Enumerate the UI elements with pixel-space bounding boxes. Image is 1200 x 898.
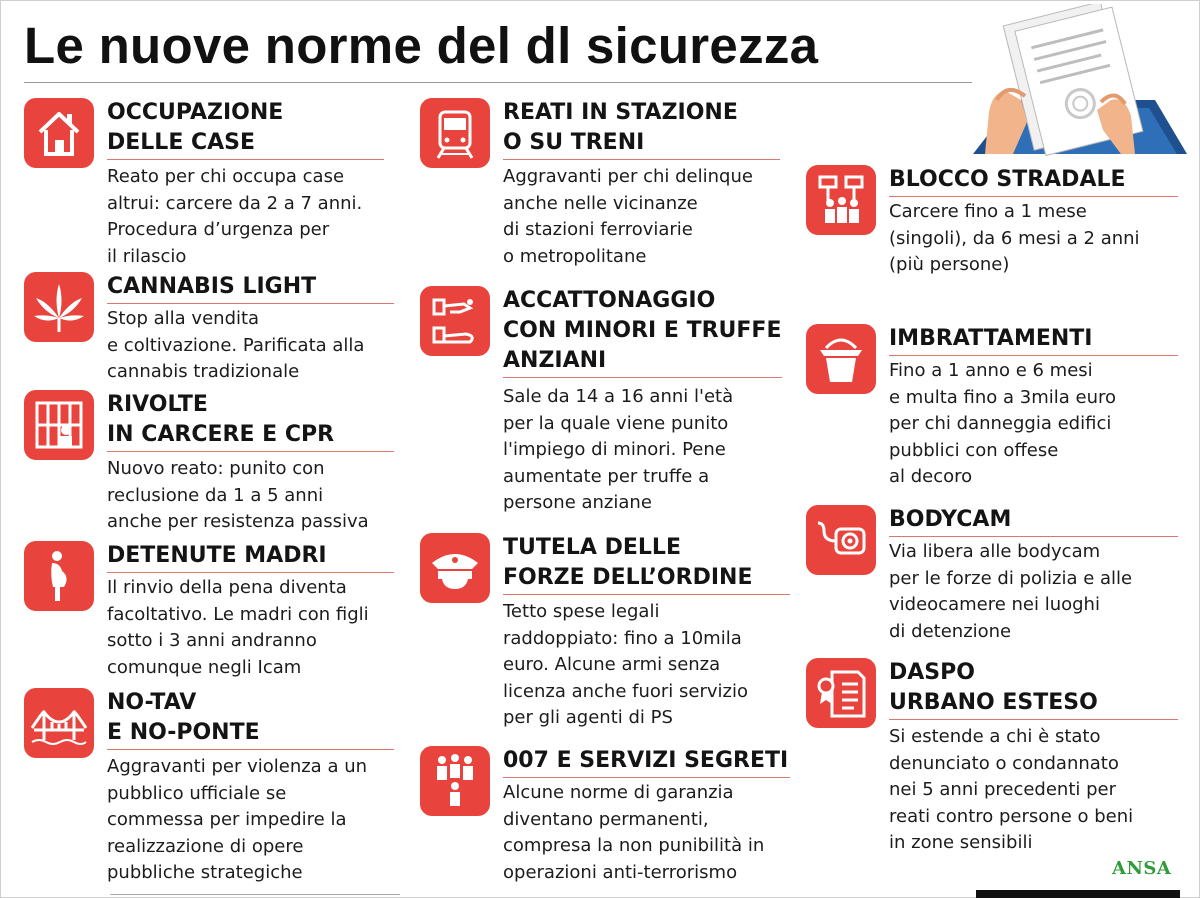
item-body: Carcere fino a 1 mese (singoli), da 6 mesi a 2 anni (più persone)	[889, 201, 1140, 275]
document-seal-icon	[806, 658, 876, 728]
item-body: Si estende a chi è stato denunciato o condannato nei 5 anni precedenti per reati contro persone o beni in zone sensibili	[889, 726, 1134, 853]
item-heading: IMBRATTAMENTI	[889, 324, 1178, 356]
item-body: Reato per chi occupa case altrui: carcere da 2 a 7 anni. Procedura d’urgenza per il rilascio	[107, 166, 363, 267]
item-heading: CANNABIS LIGHT	[107, 272, 394, 304]
item-body: Fino a 1 anno e 6 mesi e multa fino a 3mila euro per chi danneggia edifici pubblici con offese al decoro	[889, 360, 1117, 487]
item-heading: BODYCAM	[889, 505, 1178, 537]
item-body: Sale da 14 a 16 anni l'età per la quale viene punito l'impiego di minori. Pene aumentate per truffe a persone anziane	[503, 386, 734, 513]
item-body: Stop alla vendita e coltivazione. Parificata alla cannabis tradizionale	[107, 308, 365, 382]
item-heading: DASPO URBANO ESTESO	[889, 658, 1178, 720]
item-body: Tetto spese legali raddoppiato: fino a 10mila euro. Alcune armi senza licenza anche fuori servizio per gli agenti di PS	[503, 601, 748, 728]
bodycam-icon	[806, 505, 876, 575]
title-divider	[24, 82, 972, 83]
house-icon	[24, 98, 94, 168]
item-heading: 007 E SERVIZI SEGRETI	[503, 746, 790, 778]
protest-icon	[806, 165, 876, 235]
cannabis-leaf-icon	[24, 272, 94, 342]
prison-bars-icon	[24, 390, 94, 460]
item-heading: BLOCCO STRADALE	[889, 165, 1178, 197]
bottom-bar	[976, 890, 1180, 898]
item-body: Via libera alle bodycam per le forze di polizia e alle videocamere nei luoghi di detenzione	[889, 541, 1133, 642]
begging-hands-icon	[420, 286, 490, 356]
paint-bucket-icon	[806, 324, 876, 394]
item-heading: REATI IN STAZIONE O SU TRENI	[503, 98, 780, 160]
item-heading: NO-TAV E NO-PONTE	[107, 688, 394, 750]
item-heading: ACCATTONAGGIO CON MINORI E TRUFFE ANZIANI	[503, 286, 782, 378]
page-title: Le nuove norme del dl sicurezza	[24, 17, 819, 74]
police-cap-icon	[420, 533, 490, 603]
item-body: Il rinvio della pena diventa facoltativo. Le madri con figli sotto i 3 anni andranno comunque negli Icam	[107, 577, 369, 678]
document-hands-illustration	[955, 4, 1187, 164]
pregnant-woman-icon	[24, 541, 94, 611]
item-body: Aggravanti per violenza a un pubblico ufficiale se commessa per impedire la realizzazione di opere pubbliche strategiche	[107, 756, 368, 883]
item-heading: DETENUTE MADRI	[107, 541, 394, 573]
item-heading: OCCUPAZIONE DELLE CASE	[107, 98, 384, 160]
item-body: Aggravanti per chi delinque anche nelle vicinanze di stazioni ferroviarie o metropolitane	[503, 166, 753, 267]
train-icon	[420, 98, 490, 168]
item-heading: TUTELA DELLE FORZE DELL’ORDINE	[503, 533, 790, 595]
secret-agents-icon	[420, 746, 490, 816]
item-body: Alcune norme di garanzia diventano permanenti, compresa la non punibilità in operazioni anti-terrorismo	[503, 782, 765, 883]
bottom-divider	[110, 894, 400, 895]
item-heading: RIVOLTE IN CARCERE E CPR	[107, 390, 394, 452]
item-body: Nuovo reato: punito con reclusione da 1 a 5 anni anche per resistenza passiva	[107, 458, 369, 532]
bridge-icon	[24, 688, 94, 758]
ansa-logo: ANSA	[1112, 858, 1172, 879]
